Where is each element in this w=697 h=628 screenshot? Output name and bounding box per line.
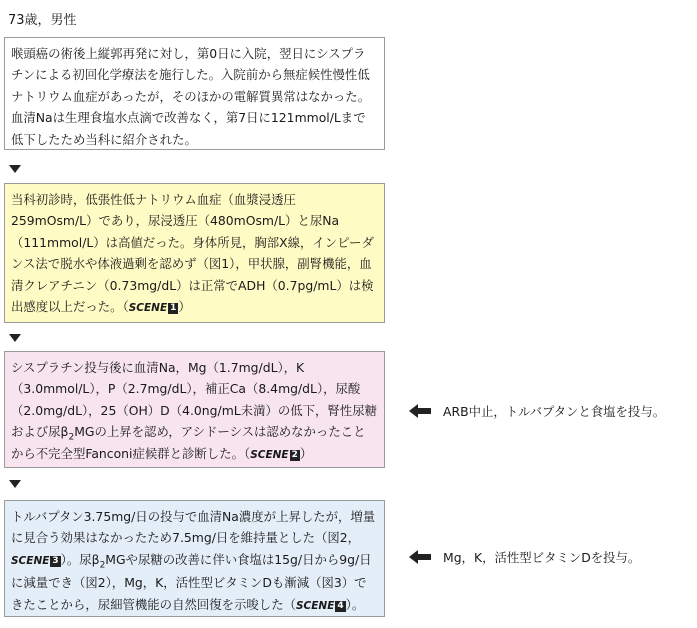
box-1-text: 喉頭癌の術後上縦郭再発に対し，第0日に入院，翌日にシスプラチンによる初回化学療法を施行した。入院前から無症候性慢性低ナトリウム血症があったが，そのほかの電解質異常はなかった。血清Naは生理食塩水点滴で改善なく，第7日に121mmol/Lまで低下したため当科に紹介された。 (11, 46, 371, 147)
scene-number: 3 (52, 555, 59, 566)
patient-header: 73歳，男性 (8, 13, 77, 28)
scene-tag: SCENE 2 (250, 448, 298, 461)
scene-number: 1 (170, 303, 177, 314)
box-4-text: トルバプタン3.75mg/日の投与で血清Na濃度が上昇したが，増量に見合う効果はなかったため7.5mg/日を維持量とした（図2，SCENE 3 ）。尿$\beta_2MG$や尿糖の改善に伴い食塩は15g/日から9g/日に減量でき（図2），Mg，K，活性型ビタミンDも漸減（図3）できたことから，尿細管機能の自然回復を示唆した（SCENE 4 ）。 (11, 509, 376, 612)
down-arrow-icon (9, 165, 21, 173)
side-note-2-text: Mg，K，活性型ビタミンDを投与。 (443, 550, 641, 565)
left-arrow-icon (409, 404, 431, 418)
box-2-body: 当科初診時，低張性低ナトリウム血症（血漿浸透圧259mOsm/L）であり，尿浸透圧（480mOsm/L）と尿Na（111mmol/L）は高値だった。身体所見，胸部X線，インピーダンス法で脱水や体液過剰を認めず（図1），甲状腺，副腎機能，血清クレアチニン（0.73mg/dL）は正常でADH（0.7pg/mL）は検出感度以上だった。（ (11, 192, 374, 315)
box-3 (4, 351, 385, 468)
down-arrow-icon (9, 480, 21, 488)
box-2-text: 当科初診時，低張性低ナトリウム血症（血漿浸透圧259mOsm/L）であり，尿浸透圧（480mOsm/L）と尿Na（111mmol/L）は高値だった。身体所見，胸部X線，インピーダンス法で脱水や体液過剰を認めず（図1），甲状腺，副腎機能，血清クレアチニン（0.73mg/dL）は正常でADH（0.7pg/mL）は検出感度以上だった。（SCENE 1 ） (11, 192, 374, 315)
box-1 (4, 37, 385, 150)
box-2 (4, 183, 385, 323)
left-arrow-icon (409, 550, 431, 564)
side-note-1-text: ARB中止，トルバプタンと食塩を投与。 (443, 404, 666, 419)
scene-number: 2 (291, 449, 298, 460)
box-3-text: シスプラチン投与後に血清Na，Mg（1.7mg/dL），K（3.0mmol/L），P（2.7mg/dL），補正Ca（8.4mg/dL），尿酸（2.0mg/dL），25（OH）D（4.0ng/mL未満）の低下，腎性尿糖および尿$\beta_2MG$の上昇を認め，アシドーシスは認めなかったことから不完全型Fanconi症候群と診断した。（SCENE 2 ） (11, 360, 377, 461)
down-arrow-icon (9, 334, 21, 342)
side-note-1 (409, 402, 665, 420)
side-note-2 (409, 548, 640, 566)
scene-tag: SCENE 4 (295, 599, 344, 612)
scene-tag: SCENE 1 (128, 302, 177, 315)
box-4 (4, 500, 385, 617)
scene-number: 4 (337, 600, 344, 611)
scene-tag: SCENE 3 (11, 554, 59, 567)
